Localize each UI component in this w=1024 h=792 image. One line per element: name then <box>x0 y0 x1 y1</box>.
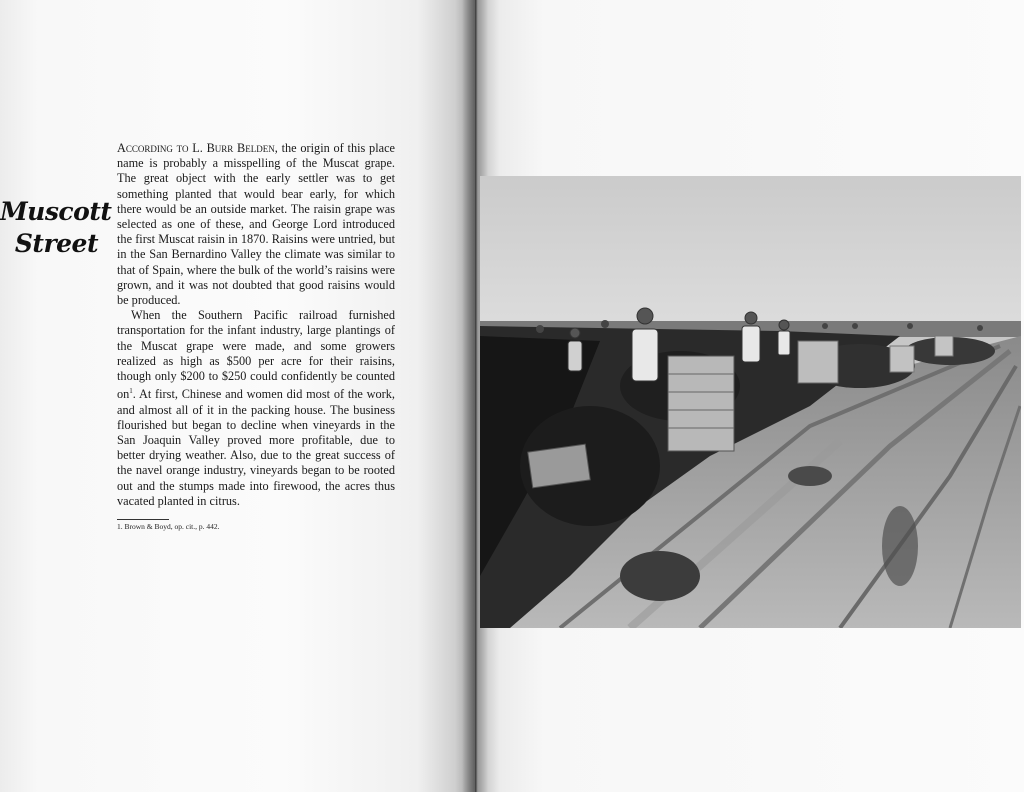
vineyard-photo-art <box>480 176 1021 628</box>
footnote-marker: 1 <box>129 387 133 396</box>
footnote-rule <box>117 519 169 520</box>
page-heading <box>0 196 112 260</box>
heading-line-1: Muscott <box>0 197 112 226</box>
paragraph-1-text: , the origin of this place name is probably a misspelling of the Muscat grape. The great object with the early settler was to get something planted that would bear early, for which there would be an outside market. The raisin grape was selected as one of these, and George Lord introduced the first Muscat raisin in 1870. Raisins were untried, but in the San Bernardino Valley the climate was similar to that of Spain, where the bulk of the world’s raisins were grown, and it was not doubted that good raisins would be produced. <box>117 141 395 308</box>
vineyard-photo <box>480 176 1021 628</box>
heading-line-2: Street <box>14 229 98 258</box>
left-page <box>0 0 474 792</box>
body-text <box>117 141 395 509</box>
paragraph-1 <box>117 141 395 308</box>
lead-in: According to L. Burr Belden <box>117 141 275 155</box>
paragraph-2-text-a: When the Southern Pacific railroad furnished transportation for the infant industry, large plantings of the Muscat grape were made, and some growers realized as high as $500 per acre for their raisins, though only $200 to $250 could confidently be counted on <box>117 308 395 402</box>
paragraph-2 <box>117 308 395 509</box>
paragraph-2-text-b: . At first, Chinese and women did most of the work, and almost all of it in the packing house. The business flourished but began to decline when vineyards in the San Joaquin Valley proved more profitable, due to better drying weather. Also, due to the great success of the navel orange industry, vineyards began to be rooted out and the stumps made into firewood, the acres thus vacated planted in citrus. <box>117 387 395 508</box>
footnote: 1. Brown & Boyd, op. cit., p. 442. <box>117 522 220 531</box>
